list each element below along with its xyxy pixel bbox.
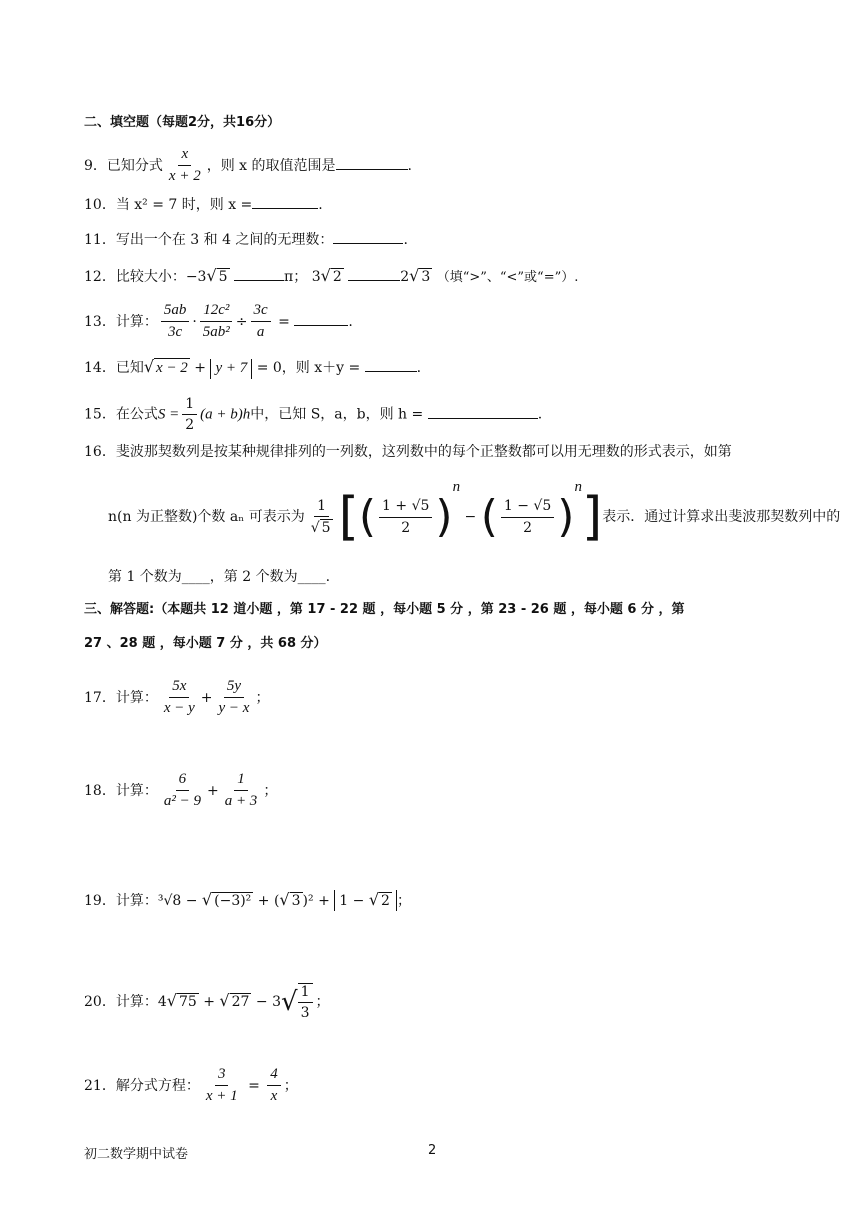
question-9: 9．已知分式 $\frac{x}{x + 2}$ ，则 x 的取值范围是 .	[84, 146, 412, 185]
question-19: 19．计算：³√8 − √ (−3)² + (√ 3 )² + 1 − √ 2 ；	[84, 890, 411, 909]
section-title-fill-in: 二、填空题（每题2分，共16分）	[84, 115, 281, 130]
q9-label: 9．已知分式	[84, 157, 163, 174]
q15-answer-blank[interactable]	[428, 404, 538, 419]
q17-label: 17．计算：	[84, 689, 158, 706]
page-number: 2	[428, 1143, 437, 1158]
question-12: 12．比较大小：−3√ 5 π； 3√ 2 2√ 3 （填“>”、“<”或“=”）.	[84, 266, 579, 285]
question-20: 20．计算：4√ 75 + √ 27 − 3√ $\frac{1}{3}$ ；	[84, 984, 330, 1022]
q14-answer-blank[interactable]	[365, 357, 417, 372]
q12-blank-2[interactable]	[348, 266, 400, 281]
q11-answer-blank[interactable]	[333, 229, 403, 244]
q9-fraction: $\frac{x}{x + 2}$	[168, 146, 201, 185]
q12-sqrt5: 5	[218, 269, 228, 285]
question-14: 14．已知√ x − 2 + y + 7 = 0，则 x＋y = .	[84, 357, 421, 379]
q12-label: 12．比较大小：	[84, 269, 186, 285]
q12-blank-1[interactable]	[234, 266, 284, 281]
q11-text: 11．写出一个在 3 和 4 之间的无理数：	[84, 232, 334, 248]
question-17: 17．计算： $\frac{5x}{x - y}$ + $\frac{5y}{y - x}$ ；	[84, 678, 270, 717]
q13-label: 13．计算：	[84, 313, 158, 330]
q19-label: 19．计算：	[84, 893, 158, 909]
question-16-line-1: 16．斐波那契数列是按某种规律排列的一列数，这列数中的每个正整数都可以用无理数的形式表示，如第	[84, 444, 732, 460]
q20-label: 20．计算：	[84, 994, 158, 1011]
question-10: 10．当 x² = 7 时，则 x = .	[84, 194, 323, 212]
section-title-solutions-line-2: 27 、28 题 ，每小题 7 分 ，共 68 分）	[84, 636, 327, 651]
q15-label: 15．在公式	[84, 406, 158, 423]
footer-title: 初二数学期中试卷	[84, 1147, 189, 1162]
q9-text: ，则 x 的取值范围是	[206, 157, 336, 174]
q9-answer-blank[interactable]	[336, 155, 408, 170]
q10-answer-blank[interactable]	[252, 194, 318, 209]
question-13: 13．计算： $\frac{5ab}{3c}$ · $\frac{\text{12c²}}{\text{5ab²}}$ ÷ $\frac{3c}{a}$ = .	[84, 302, 353, 341]
question-16-line-3: 第 1 个数为____，第 2 个数为____.	[108, 569, 331, 585]
q12-note: （填“>”、“<”或“=”）.	[436, 270, 579, 285]
q13-answer-blank[interactable]	[294, 311, 348, 326]
question-16-formula-line: n(n 为正整数)个数 aₙ 可表示为 $\frac{1}{√ 5}$ [( $\frac{1 + √5}{2}$ )$^n$ − ( $\frac{1 - √5}{2}$ )$^n$]表示．通过计算求出斐波那契数列中的	[108, 479, 841, 547]
question-18: 18．计算： $\frac{6}{\text{a² − 9}}$ + $\frac{1}{a + 3}$ ；	[84, 771, 278, 810]
q14-label: 14．已知	[84, 360, 144, 376]
q21-label: 21．解分式方程：	[84, 1077, 200, 1094]
section-title-solutions: 三、解答题:（本题共 12 道小题 ，第 17 - 22 题 ，每小题 5 分 ，第 23 - 26 题 ，每小题 6 分 ，第	[84, 602, 685, 617]
question-21: 21．解分式方程： $\frac{3}{x + 1}$ = $\frac{4}{x}$ ；	[84, 1066, 298, 1105]
q18-label: 18．计算：	[84, 782, 158, 799]
question-15: 15．在公式S = $\frac{1}{2}$ (a + b)h中，已知 S，a，b，则 h = .	[84, 396, 543, 434]
q10-text: 10．当 x² = 7 时，则 x =	[84, 197, 253, 213]
question-11: 11．写出一个在 3 和 4 之间的无理数： .	[84, 229, 408, 247]
